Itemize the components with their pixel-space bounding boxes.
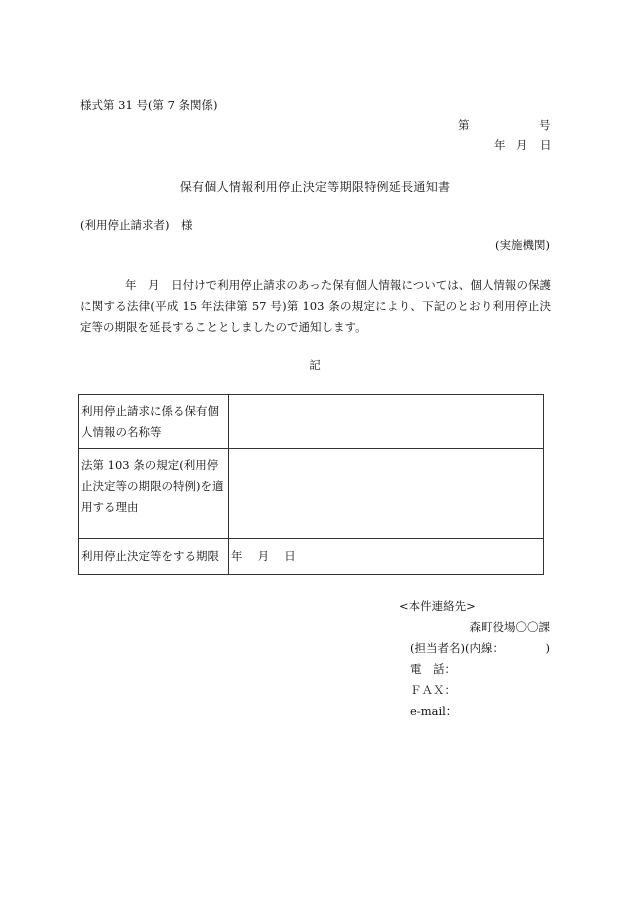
- row-value: 年 月 日: [229, 539, 544, 575]
- table-row: [79, 449, 544, 539]
- date-month-label: 月: [516, 138, 528, 152]
- contact-person: [396, 638, 556, 659]
- row-label: 利用停止決定等をする期限: [79, 539, 229, 575]
- details-table: [78, 394, 544, 575]
- row-value: [229, 395, 544, 449]
- row-label: 法第 103 条の規定(利用停止決定等の期限の特例)を適用する理由: [79, 449, 229, 539]
- contact-email: e-mail：: [410, 704, 458, 718]
- contact-block: [396, 596, 556, 722]
- document-number-suffix: 号: [539, 118, 551, 132]
- notice-body: 年 月 日付けで利用停止請求のあった保有個人情報については、個人情報の保護に関する法律(平成 15 年法律第 57 号)第 103 条の規定により、下記のとおり利用停止決定等の期限を延長することとしましたので通知します。: [80, 278, 551, 334]
- contact-person-close: ): [545, 641, 550, 655]
- date-day-label: 日: [540, 138, 552, 152]
- table-row: [79, 395, 544, 449]
- agency-label: (実施機関): [495, 238, 550, 252]
- table-row: [79, 539, 544, 575]
- contact-heading: <本件連絡先>: [399, 599, 476, 613]
- row-label: 利用停止請求に係る保有個人情報の名称等: [79, 395, 229, 449]
- date-year-label: 年: [494, 138, 506, 152]
- contact-person-label: (担当者名)(内線：: [410, 641, 504, 655]
- document-title: 保有個人情報利用停止決定等期限特例延長通知書: [179, 180, 451, 194]
- contact-department: 森町役場〇〇課: [469, 620, 550, 634]
- document-number-prefix: 第: [458, 118, 470, 132]
- contact-fax: ＦＡＸ：: [410, 683, 456, 697]
- recipient-line: (利用停止請求者) 様: [80, 218, 193, 232]
- contact-phone: 電 話：: [410, 662, 456, 676]
- form-number-label: 様式第 31 号(第 7 条関係): [80, 98, 218, 112]
- ki-heading: 記: [309, 358, 321, 372]
- row-value: [229, 449, 544, 539]
